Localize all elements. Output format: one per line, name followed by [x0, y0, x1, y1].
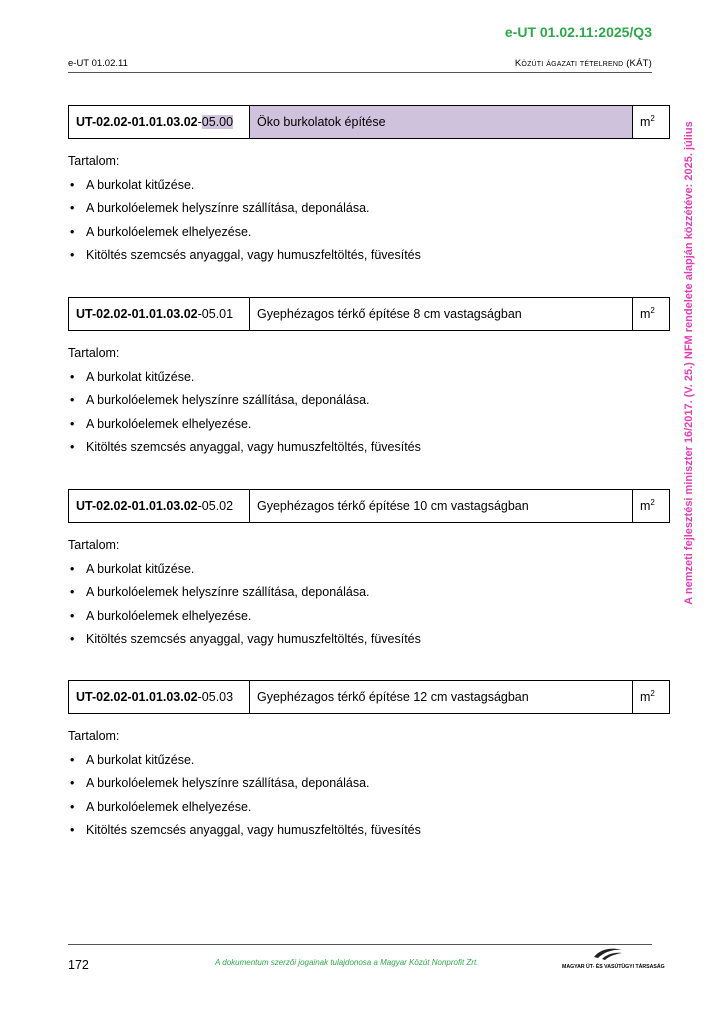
item-code: UT-02.02-01.01.03.02-05.02	[69, 490, 250, 523]
item-block-3	[68, 489, 670, 652]
item-table	[68, 680, 670, 714]
list-item: • A burkolat kitűzése.	[68, 749, 670, 772]
item-unit: $m^2$	[633, 298, 670, 331]
item-unit: $m^2$	[633, 106, 670, 139]
list-item: • A burkolat kitűzése.	[68, 366, 670, 389]
item-table	[68, 297, 670, 331]
list-item: • A burkolóelemek elhelyezése.	[68, 221, 670, 244]
header-right: Közúti ágazati tételrend (KÁT)	[514, 58, 652, 69]
side-note-text: A nemzeti fejlesztési miniszter 16/2017. (V. 25.) NFM rendelete alapján közzétéve: 2025. július	[683, 121, 695, 605]
item-table	[68, 105, 670, 139]
item-table	[68, 489, 670, 523]
copyright-notice: A dokumentum szerzői jogainak tulajdonosa a Magyar Közút Nonprofit Zrt.	[215, 958, 479, 967]
item-name: Gyephézagos térkő építése 8 cm vastagságban	[250, 298, 633, 331]
list-item: • A burkolóelemek helyszínre szállítása, deponálása.	[68, 581, 670, 604]
item-block-4	[68, 680, 670, 843]
code-suffix-highlight: 05.00	[201, 115, 234, 129]
item-code: UT-02.02-01.01.03.02-05.01	[69, 298, 250, 331]
list-item: • Kitöltés szemcsés anyaggal, vagy humuszfeltöltés, füvesítés	[68, 819, 670, 842]
logo-text: MAGYAR ÚT- ÉS VASÚTÜGYI TÁRSASÁG	[562, 964, 665, 970]
item-name: Gyephézagos térkő építése 10 cm vastagságban	[250, 490, 633, 523]
list-item: • A burkolat kitűzése.	[68, 174, 670, 197]
list-item: • Kitöltés szemcsés anyaggal, vagy humuszfeltöltés, füvesítés	[68, 244, 670, 267]
running-header	[68, 58, 652, 73]
content-label: Tartalom:	[68, 729, 120, 743]
list-item: • A burkolóelemek elhelyezése.	[68, 413, 670, 436]
item-code: UT-02.02-01.01.03.02-05.03	[69, 681, 250, 714]
content-list	[68, 749, 670, 843]
content-label: Tartalom:	[68, 346, 120, 360]
content-list	[68, 558, 670, 652]
footer-divider	[68, 944, 652, 945]
item-unit: $m^2$	[633, 681, 670, 714]
page-number: 172	[68, 958, 89, 972]
list-item: • A burkolóelemek elhelyezése.	[68, 605, 670, 628]
content-label: Tartalom:	[68, 154, 120, 168]
item-block-2	[68, 297, 670, 460]
list-item: • Kitöltés szemcsés anyaggal, vagy humuszfeltöltés, füvesítés	[68, 436, 670, 459]
list-item: • Kitöltés szemcsés anyaggal, vagy humuszfeltöltés, füvesítés	[68, 628, 670, 651]
list-item: • A burkolat kitűzése.	[68, 558, 670, 581]
list-item: • A burkolóelemek elhelyezése.	[68, 796, 670, 819]
document-code: e-UT 01.02.11:2025/Q3	[504, 24, 652, 40]
society-logo	[562, 946, 665, 970]
item-name: Gyephézagos térkő építése 12 cm vastagságban	[250, 681, 633, 714]
header-left: e-UT 01.02.11	[68, 58, 128, 69]
item-code: UT-02.02-01.01.03.02-05.00	[69, 106, 250, 139]
item-name: Öko burkolatok építése	[250, 106, 633, 139]
list-item: • A burkolóelemek helyszínre szállítása, deponálása.	[68, 197, 670, 220]
content-list	[68, 174, 670, 268]
content-list	[68, 366, 670, 460]
logo-swoosh-icon	[592, 946, 624, 960]
item-unit: $m^2$	[633, 490, 670, 523]
side-note	[682, 96, 696, 630]
item-block-1	[68, 105, 670, 268]
list-item: • A burkolóelemek helyszínre szállítása, deponálása.	[68, 772, 670, 795]
content-label: Tartalom:	[68, 538, 120, 552]
list-item: • A burkolóelemek helyszínre szállítása, deponálása.	[68, 389, 670, 412]
